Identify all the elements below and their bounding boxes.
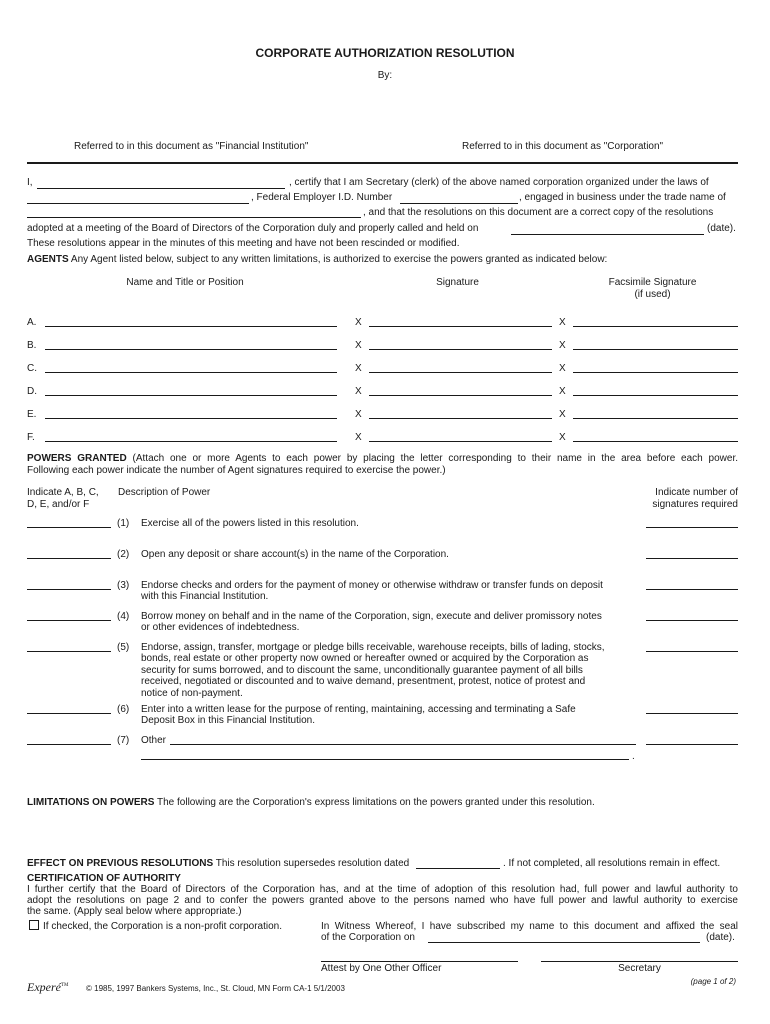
- other-power-field[interactable]: [170, 744, 636, 745]
- by-label: By:: [377, 70, 393, 81]
- minutes-text: These resolutions appear in the minutes of this meeting and have not been rescinded or modified.: [27, 238, 460, 249]
- agent-signature-field[interactable]: [369, 372, 552, 373]
- power-description: Borrow money on behalf and in the name of the Corporation, sign, execute and deliver promissory notes: [141, 611, 602, 622]
- certification-line1: I further certify that the Board of Directors of the Corporation has, and at the time of adoption of this resolution had, full power and lawful authority to: [27, 884, 738, 895]
- nonprofit-label: If checked, the Corporation is a non-profit corporation.: [43, 921, 283, 932]
- power-number: (3): [117, 580, 130, 591]
- effect-section: [27, 858, 409, 870]
- agent-facsimile-column-header: Facsimile Signature: [608, 277, 697, 288]
- effect-label: EFFECT ON PREVIOUS RESOLUTIONS: [27, 858, 214, 869]
- agent-facsimile-field[interactable]: [573, 349, 738, 350]
- witness-date-suffix: (date).: [706, 932, 735, 943]
- certification-line3: the same. (Apply seal below where appropriate.): [27, 906, 242, 917]
- signature-x-mark: X: [355, 340, 362, 351]
- power-signatures-field[interactable]: [646, 744, 738, 745]
- agent-name-field[interactable]: [45, 418, 337, 419]
- power-number: (7): [117, 735, 130, 746]
- powers-granted-line2: Following each power indicate the number of Agent signatures required to exercise the power.): [27, 465, 446, 476]
- other-power-label: Other: [141, 735, 167, 746]
- signature-x-mark: X: [355, 317, 362, 328]
- facsimile-x-mark: X: [559, 363, 566, 374]
- other-power-field-continued[interactable]: [141, 759, 629, 760]
- power-description: or other evidences of indebtedness.: [141, 622, 300, 633]
- signature-x-mark: X: [355, 432, 362, 443]
- power-number: (6): [117, 704, 130, 715]
- facsimile-x-mark: X: [559, 340, 566, 351]
- limitations-text: The following are the Corporation's express limitations on the powers granted under this resolution.: [157, 797, 595, 808]
- power-number: (5): [117, 642, 130, 653]
- facsimile-x-mark: X: [559, 432, 566, 443]
- power-description: Endorse, assign, transfer, mortgage or pledge bills receivable, warehouse receipts, bills of lading, stocks,: [141, 642, 605, 653]
- powers-granted-text: (Attach one or more Agents to each power by placing the letter corresponding to their name in the area before each power.: [132, 453, 739, 464]
- agent-name-field[interactable]: [45, 441, 337, 442]
- facsimile-x-mark: X: [559, 409, 566, 420]
- logo-text: Experé: [27, 980, 61, 994]
- secretary-label: Secretary: [618, 963, 661, 974]
- agent-row-letter: A.: [27, 317, 37, 328]
- signatures-required-header-1: Indicate number of: [655, 487, 738, 498]
- description-of-power-header: Description of Power: [118, 487, 211, 498]
- other-power-period: .: [632, 751, 635, 762]
- secretary-signature-field[interactable]: [541, 961, 738, 962]
- agent-facsimile-field[interactable]: [573, 372, 738, 373]
- power-signatures-field[interactable]: [646, 651, 738, 652]
- facsimile-x-mark: X: [559, 386, 566, 397]
- power-signatures-field[interactable]: [646, 527, 738, 528]
- agent-row-letter: D.: [27, 386, 37, 397]
- copyright-text: © 1985, 1997 Bankers Systems, Inc., St. Cloud, MN Form CA-1 5/1/2003: [86, 984, 345, 993]
- signatures-required-header-2: signatures required: [652, 499, 738, 510]
- indicate-agents-header-2: D, E, and/or F: [27, 499, 90, 510]
- power-number: (1): [117, 518, 130, 529]
- power-description: with this Financial Institution.: [141, 591, 269, 602]
- facsimile-x-mark: X: [559, 317, 566, 328]
- power-number: (4): [117, 611, 130, 622]
- power-signatures-field[interactable]: [646, 589, 738, 590]
- power-description: Open any deposit or share account(s) in the name of the Corporation.: [141, 549, 449, 560]
- agent-facsimile-field[interactable]: [573, 395, 738, 396]
- power-signatures-field[interactable]: [646, 713, 738, 714]
- power-description: Endorse checks and orders for the payment of money or otherwise withdraw or transfer funds on deposit: [141, 580, 603, 591]
- effect-suffix: . If not completed, all resolutions remain in effect.: [503, 858, 721, 869]
- financial-institution-caption: Referred to in this document as "Financial Institution": [74, 141, 309, 152]
- agent-row-letter: E.: [27, 409, 37, 420]
- agent-signature-field[interactable]: [369, 395, 552, 396]
- power-description: bonds, real estate or other property now owned or hereafter owned or acquired by the Corporation as: [141, 653, 589, 664]
- certification-line2: adopt the resolutions on page 2 and to confer the powers granted above to the persons named who have full power and lawful authority to exercise: [27, 895, 738, 906]
- agent-row-letter: C.: [27, 363, 37, 374]
- nonprofit-checkbox[interactable]: [29, 920, 39, 930]
- header-divider: [27, 162, 738, 164]
- powers-granted-label: POWERS GRANTED: [27, 453, 127, 464]
- fein-label: , Federal Employer I.D. Number: [251, 192, 393, 203]
- nonprofit-row: [29, 920, 282, 933]
- certification-label: CERTIFICATION OF AUTHORITY: [27, 873, 181, 884]
- agent-signature-field[interactable]: [369, 441, 552, 442]
- agent-signature-field[interactable]: [369, 349, 552, 350]
- agent-name-field[interactable]: [45, 372, 337, 373]
- agent-signature-field[interactable]: [369, 418, 552, 419]
- limitations-section: [27, 797, 595, 809]
- limitations-label: LIMITATIONS ON POWERS: [27, 797, 155, 808]
- agent-facsimile-field[interactable]: [573, 418, 738, 419]
- agent-name-field[interactable]: [45, 326, 337, 327]
- agent-name-column-header: Name and Title or Position: [126, 277, 244, 288]
- power-description: received, negotiated or discounted and to waive demand, presentment, protest, notice of protest and: [141, 676, 586, 687]
- power-signatures-field[interactable]: [646, 620, 738, 621]
- signature-x-mark: X: [355, 409, 362, 420]
- power-agents-field[interactable]: [27, 589, 111, 590]
- power-description: notice of non-payment.: [141, 688, 243, 699]
- power-agents-field[interactable]: [27, 651, 111, 652]
- agent-row-letter: B.: [27, 340, 37, 351]
- meeting-date-field[interactable]: [511, 234, 704, 235]
- agent-facsimile-field[interactable]: [573, 441, 738, 442]
- power-agents-field[interactable]: [27, 713, 111, 714]
- meeting-adopted-text: adopted at a meeting of the Board of Directors of the Corporation duly and properly called and held on: [27, 223, 479, 234]
- trade-name-field[interactable]: [27, 217, 361, 218]
- power-agents-field[interactable]: [27, 558, 111, 559]
- power-agents-field[interactable]: [27, 744, 111, 745]
- agents-text: Any Agent listed below, subject to any written limitations, is authorized to exercise the powers granted as indicated below:: [70, 254, 608, 265]
- agent-facsimile-field[interactable]: [573, 326, 738, 327]
- power-agents-field[interactable]: [27, 527, 111, 528]
- page-number: (page 1 of 2): [690, 977, 736, 986]
- indicate-agents-header-1: Indicate A, B, C,: [27, 487, 99, 498]
- power-signatures-field[interactable]: [646, 558, 738, 559]
- powers-granted-line1: [27, 453, 738, 465]
- experes-logo: [27, 980, 68, 993]
- witness-line2: of the Corporation on: [321, 932, 415, 943]
- intro-i-label: I,: [27, 177, 33, 188]
- fein-field[interactable]: [400, 203, 518, 204]
- agent-name-field[interactable]: [45, 349, 337, 350]
- state-of-organization-field[interactable]: [27, 203, 249, 204]
- power-description: Exercise all of the powers listed in this resolution.: [141, 518, 359, 529]
- agent-row-letter: F.: [27, 432, 35, 443]
- attesting-officer-signature-field[interactable]: [321, 961, 518, 962]
- meeting-date-suffix: (date).: [707, 223, 736, 234]
- power-description: security for sums borrowed, and to discount the same, unconditionally guarantee payment of all bills: [141, 665, 583, 676]
- agent-name-field[interactable]: [45, 395, 337, 396]
- corporation-caption: Referred to in this document as "Corporation": [462, 141, 664, 152]
- intro-certify-text: , certify that I am Secretary (clerk) of the above named corporation organized under the laws of: [289, 177, 709, 188]
- power-agents-field[interactable]: [27, 620, 111, 621]
- witness-line1: In Witness Whereof, I have subscribed my name to this document and affixed the seal: [321, 921, 738, 932]
- agent-signature-field[interactable]: [369, 326, 552, 327]
- signature-x-mark: X: [355, 386, 362, 397]
- agent-facsimile-column-subheader: (if used): [634, 289, 671, 300]
- power-number: (2): [117, 549, 130, 560]
- witness-date-field[interactable]: [428, 942, 700, 943]
- trade-name-label: , engaged in business under the trade name of: [519, 192, 726, 203]
- agent-signature-column-header: Signature: [436, 277, 479, 288]
- power-description: Deposit Box in this Financial Institution.: [141, 715, 315, 726]
- superseded-resolution-date-field[interactable]: [416, 868, 500, 869]
- resolutions-copy-text: , and that the resolutions on this document are a correct copy of the resolutions: [363, 207, 714, 218]
- agents-section: [27, 254, 607, 266]
- trademark-mark: TM: [60, 983, 69, 988]
- signature-x-mark: X: [355, 363, 362, 374]
- attest-label: Attest by One Other Officer: [321, 963, 442, 974]
- secretary-name-field[interactable]: [37, 188, 285, 189]
- document-title: CORPORATE AUTHORIZATION RESOLUTION: [255, 46, 515, 60]
- power-description: Enter into a written lease for the purpose of renting, maintaining, accessing and terminating a Safe: [141, 704, 576, 715]
- effect-text: This resolution supersedes resolution dated: [215, 858, 410, 869]
- agents-label: AGENTS: [27, 254, 69, 265]
